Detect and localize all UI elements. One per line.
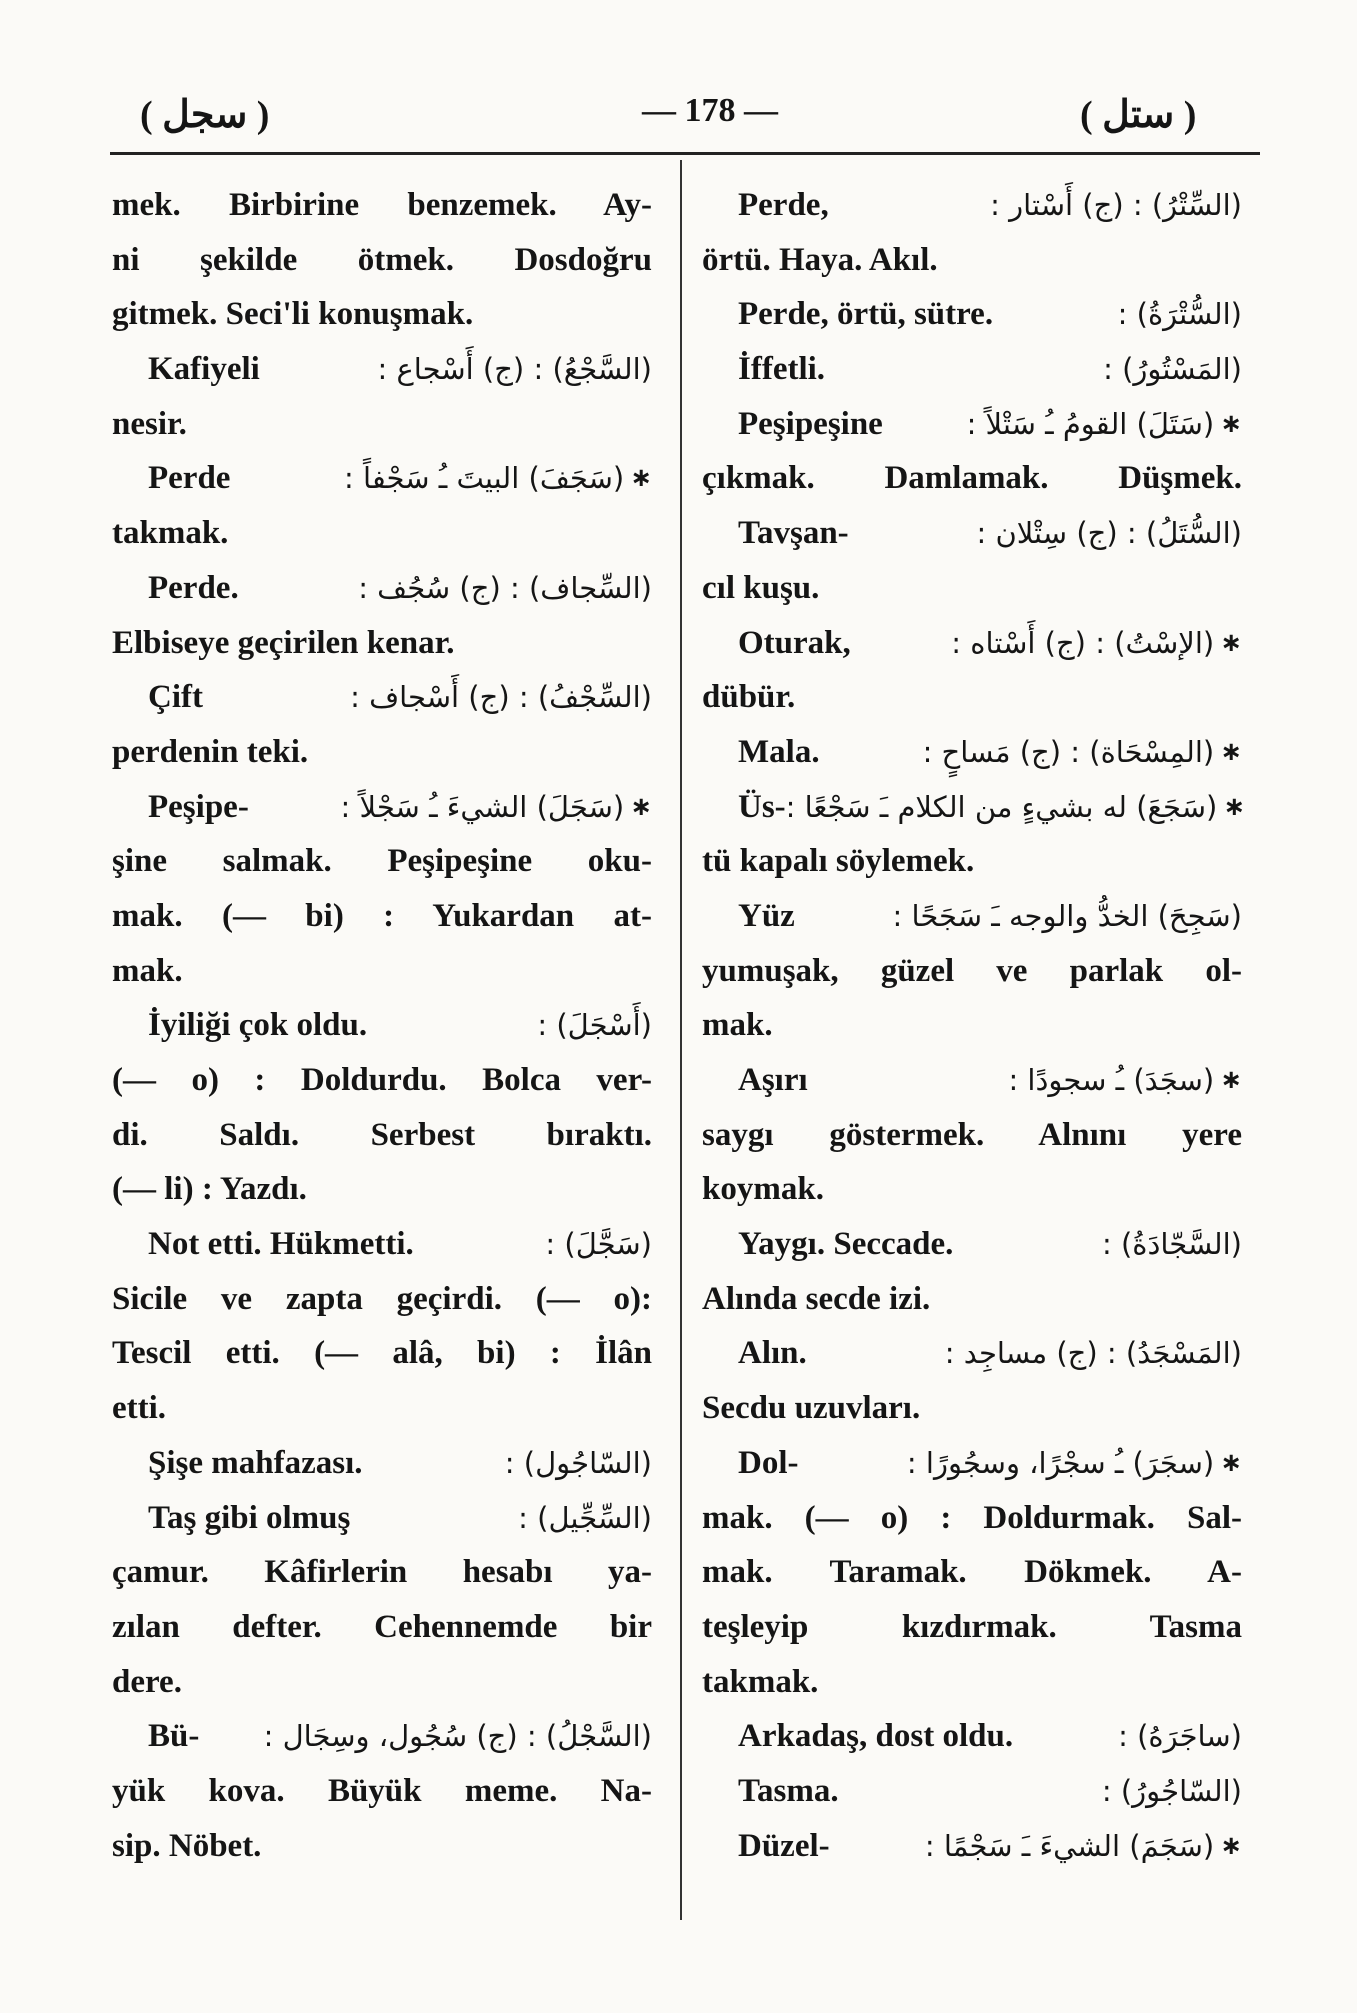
text-line: mak. (— bi) : Yukardan at-	[112, 897, 652, 934]
entry-arabic: (السّاجُورُ) :	[1101, 1773, 1242, 1808]
text-line: mak.	[112, 952, 183, 989]
entry-lemma: Yüz	[738, 897, 795, 934]
dictionary-entry	[702, 178, 1242, 233]
text-line: mak. Taramak. Dökmek. A-	[702, 1554, 1242, 1591]
header-left-root: ( سجل )	[140, 94, 270, 136]
text-line: sip. Nöbet.	[112, 1827, 262, 1864]
asterisk-icon: ∗	[1220, 408, 1242, 439]
column-divider	[680, 160, 682, 1920]
dictionary-entry	[112, 780, 652, 835]
entry-arabic: (سَجِحَ) الخدُّ والوجه ـَ سَجَحًا :	[892, 898, 1242, 933]
entry-lemma: Dol-	[738, 1444, 799, 1481]
asterisk-icon: ∗	[1220, 1065, 1242, 1095]
text-line: perdenin teki.	[112, 733, 309, 770]
text-line: Sicile ve zapta geçirdi. (— o):	[112, 1280, 652, 1317]
entry-arabic: (سَجَّلَ) :	[545, 1227, 652, 1262]
entry-lemma: Tasma.	[738, 1772, 839, 1809]
text-line: Secdu uzuvları.	[702, 1390, 921, 1427]
text-line: Tescil etti. (— alâ, bi) : İlân	[112, 1335, 652, 1372]
left-column	[112, 178, 652, 1873]
asterisk-icon: ∗	[630, 463, 652, 494]
asterisk-icon: ∗	[1220, 627, 1242, 658]
entry-lemma: Perde.	[148, 569, 239, 606]
entry-lemma: Kafiyeli	[148, 351, 260, 388]
asterisk-icon: ∗	[1220, 1830, 1242, 1861]
dictionary-entry	[702, 397, 1242, 452]
entry-arabic: (سَجَعَ) له بشيءٍ من الكلام ـَ سَجْعًا :	[785, 789, 1218, 824]
entry-lemma: Şişe mahfazası.	[148, 1444, 363, 1481]
text-line: saygı göstermek. Alnını yere	[702, 1116, 1242, 1153]
text-line: takmak.	[702, 1663, 819, 1700]
text-line: (— o) : Doldurdu. Bolca ver-	[112, 1062, 652, 1098]
text-line: ni şekilde ötmek. Dosdoğru	[112, 241, 652, 278]
text-line: nesir.	[112, 405, 187, 442]
text-line: etti.	[112, 1390, 167, 1427]
entry-arabic: (السَّجّادَةُ) :	[1101, 1227, 1242, 1262]
entry-lemma: Tavşan-	[738, 515, 849, 552]
asterisk-icon: ∗	[1220, 736, 1242, 767]
entry-lemma: Çift	[148, 679, 203, 716]
dictionary-entry	[702, 725, 1242, 780]
text-line: çamur. Kâfirlerin hesabı ya-	[112, 1554, 652, 1591]
entry-lemma: Üs-	[738, 788, 786, 825]
entry-lemma: Perde	[148, 460, 231, 497]
text-line: mek. Birbirine benzemek. Ay-	[112, 187, 652, 223]
text-line: Elbiseye geçirilen kenar.	[112, 624, 455, 661]
dictionary-entry	[702, 287, 1242, 342]
header-right-root: ( ستل )	[1080, 94, 1197, 136]
entry-lemma: İffetli.	[738, 351, 826, 388]
entry-arabic: (السُّتَلُ) : (ج) سِتْلان :	[976, 516, 1242, 551]
dictionary-entry	[702, 780, 1246, 835]
text-line: yük kova. Büyük meme. Na-	[112, 1772, 652, 1809]
entry-lemma: Oturak,	[738, 624, 851, 661]
dictionary-entry	[702, 616, 1242, 671]
right-column	[702, 178, 1246, 1873]
header-rule	[110, 152, 1260, 155]
dictionary-entry	[112, 561, 652, 616]
entry-arabic: (السِّجْفُ) : (ج) أَسْجاف :	[350, 680, 652, 715]
text-line: teşleyip kızdırmak. Tasma	[702, 1608, 1242, 1645]
text-line: zılan defter. Cehennemde bir	[112, 1608, 652, 1645]
entry-lemma: İyiliği çok oldu.	[148, 1007, 368, 1044]
entry-lemma: Arkadaş, dost oldu.	[738, 1718, 1014, 1755]
entry-arabic: (المَسْتُورُ) :	[1103, 352, 1242, 387]
text-line: şine salmak. Peşipeşine oku-	[112, 843, 652, 880]
dictionary-entry	[112, 1436, 652, 1491]
dictionary-entry	[112, 670, 652, 725]
entry-arabic: (سَتَلَ) القومُ ـُ سَتْلاً :	[966, 406, 1215, 441]
entry-arabic: (السَّجْعُ) : (ج) أَسْجاع :	[377, 352, 652, 387]
entry-lemma: Aşırı	[738, 1062, 808, 1098]
dictionary-entry	[702, 1217, 1242, 1272]
entry-arabic: (سَجَلَ) الشيءَ ـُ سَجْلاً :	[340, 789, 625, 824]
text-line: koymak.	[702, 1171, 824, 1208]
text-line: mak.	[702, 1007, 773, 1044]
entry-lemma: Mala.	[738, 733, 820, 770]
entry-arabic: (سجَدَ) ـُ سجودًا :	[1008, 1063, 1215, 1097]
entry-arabic: (السِّجِّيل) :	[518, 1500, 652, 1535]
entry-lemma: Peşipeşine	[738, 405, 883, 442]
dictionary-entry	[702, 1709, 1242, 1764]
dictionary-entry	[112, 1491, 652, 1546]
text-line: takmak.	[112, 515, 229, 552]
dictionary-entry	[702, 1053, 1242, 1108]
entry-lemma: Perde,	[738, 187, 829, 223]
text-line: dere.	[112, 1663, 182, 1700]
dictionary-entry	[702, 889, 1242, 944]
text-line: çıkmak. Damlamak. Düşmek.	[702, 460, 1242, 497]
entry-arabic: (السِّجاف) : (ج) سُجُف :	[358, 570, 652, 605]
entry-arabic: (المِسْحَاة) : (ج) مَساحٍ :	[922, 734, 1215, 769]
text-line: mak. (— o) : Doldurmak. Sal-	[702, 1499, 1242, 1536]
asterisk-icon: ∗	[630, 791, 652, 822]
dictionary-entry	[112, 451, 652, 506]
entry-arabic: (السِّتْرُ) : (ج) أَسْتار :	[990, 188, 1242, 222]
entry-arabic: (السَّجْلُ) : (ج) سُجُول، وسِجَال :	[263, 1719, 652, 1754]
text-line: Alında secde izi.	[702, 1280, 931, 1317]
entry-lemma: Alın.	[738, 1335, 807, 1372]
dictionary-entry	[702, 1819, 1242, 1874]
page-number: — 178 —	[642, 92, 778, 129]
dictionary-entry	[702, 1764, 1242, 1819]
text-line: (— li) : Yazdı.	[112, 1171, 307, 1208]
entry-lemma: Peşipe-	[148, 788, 249, 825]
entry-arabic: (السُّتْرَةُ) :	[1117, 297, 1242, 332]
text-line: tü kapalı söylemek.	[702, 843, 975, 880]
entry-arabic: (سَجَمَ) الشيءَ ـَ سَجْمًا :	[924, 1828, 1215, 1863]
entry-lemma: Bü-	[148, 1718, 200, 1755]
dictionary-entry	[112, 1217, 652, 1272]
entry-lemma: Not etti. Hükmetti.	[148, 1226, 414, 1263]
entry-lemma: Perde, örtü, sütre.	[738, 296, 994, 333]
entry-arabic: (المَسْجَدُ) : (ج) مساجِد :	[944, 1336, 1242, 1371]
dictionary-entry	[702, 342, 1242, 397]
text-line: dübür.	[702, 679, 796, 716]
entry-lemma: Taş gibi olmuş	[148, 1499, 351, 1536]
text-line: cıl kuşu.	[702, 569, 820, 606]
entry-lemma: Yaygı. Seccade.	[738, 1226, 954, 1263]
dictionary-entry	[112, 998, 652, 1053]
asterisk-icon: ∗	[1223, 791, 1246, 822]
text-line: di. Saldı. Serbest bıraktı.	[112, 1116, 652, 1153]
entry-arabic: (سَجَفَ) البيتَ ـُ سَجْفاً :	[344, 461, 625, 496]
entry-arabic: (سجَرَ) ـُ سجْرًا، وسجُورًا :	[906, 1445, 1215, 1480]
dictionary-entry	[702, 506, 1242, 561]
text-line: gitmek. Seci'li konuşmak.	[112, 296, 474, 333]
text-line: örtü. Haya. Akıl.	[702, 241, 938, 278]
entry-arabic: (السّاجُول) :	[504, 1445, 652, 1480]
page-header	[0, 92, 1357, 152]
dictionary-entry	[112, 1709, 652, 1764]
entry-lemma: Düzel-	[738, 1827, 830, 1864]
dictionary-entry	[702, 1436, 1242, 1491]
entry-arabic: (أَسْجَلَ) :	[537, 1008, 652, 1043]
dictionary-entry	[702, 1326, 1242, 1381]
text-line: yumuşak, güzel ve parlak ol-	[702, 952, 1242, 989]
dictionary-entry	[112, 342, 652, 397]
asterisk-icon: ∗	[1220, 1447, 1242, 1478]
entry-arabic: (ساجَرَهُ) :	[1118, 1719, 1242, 1754]
entry-arabic: (الإسْتُ) : (ج) أَسْتاه :	[951, 625, 1215, 660]
